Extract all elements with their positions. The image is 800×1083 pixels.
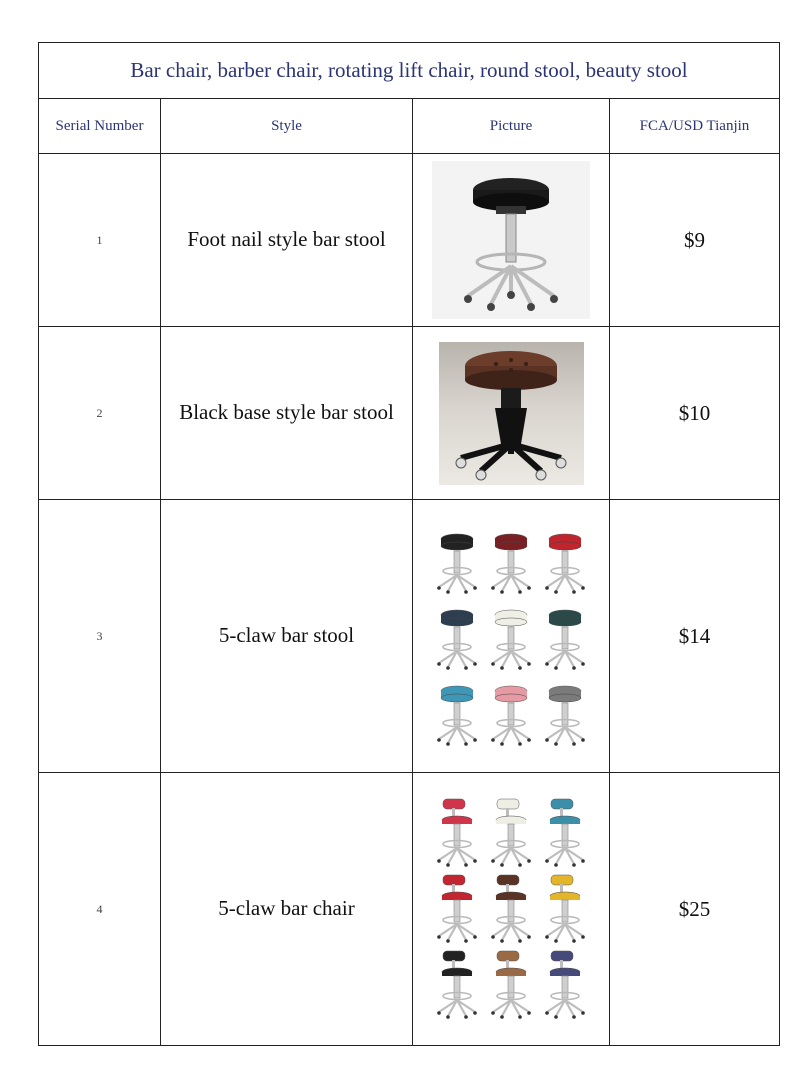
picture-cell	[413, 500, 610, 773]
stool-thumbnail	[541, 525, 589, 595]
table-row	[39, 500, 780, 773]
price-value: $9	[610, 154, 780, 327]
chair-thumbnail	[487, 798, 535, 868]
chair-thumbnail	[541, 950, 589, 1020]
price-value: $14	[610, 500, 780, 773]
stool-thumbnail	[433, 525, 481, 595]
stool-thumbnail	[487, 677, 535, 747]
picture-cell	[413, 327, 610, 500]
stool-color-grid	[433, 525, 589, 747]
header-serial-number: Serial Number	[39, 99, 161, 154]
stool-thumbnail	[487, 525, 535, 595]
chair-thumbnail	[487, 950, 535, 1020]
chair-thumbnail	[541, 798, 589, 868]
serial-number: 3	[39, 500, 161, 773]
table-row	[39, 154, 780, 327]
header-style: Style	[161, 99, 413, 154]
style-name: Black base style bar stool	[161, 327, 413, 500]
price-table	[38, 42, 780, 1046]
chair-thumbnail	[541, 874, 589, 944]
header-picture: Picture	[413, 99, 610, 154]
style-name: 5-claw bar stool	[161, 500, 413, 773]
chair-thumbnail	[433, 950, 481, 1020]
stool-thumbnail	[487, 601, 535, 671]
table-title: Bar chair, barber chair, rotating lift chair, round stool, beauty stool	[39, 43, 780, 99]
picture-cell	[413, 154, 610, 327]
chair-color-grid	[433, 798, 589, 1020]
price-value: $25	[610, 773, 780, 1046]
stool-thumbnail	[541, 601, 589, 671]
bar-stool-photo	[432, 161, 590, 319]
table-row	[39, 327, 780, 500]
table-row	[39, 773, 780, 1046]
header-price: FCA/USD Tianjin	[610, 99, 780, 154]
style-name: Foot nail style bar stool	[161, 154, 413, 327]
chair-thumbnail	[433, 874, 481, 944]
stool-thumbnail	[433, 677, 481, 747]
price-value: $10	[610, 327, 780, 500]
header-row	[39, 99, 780, 154]
serial-number: 2	[39, 327, 161, 500]
serial-number: 1	[39, 154, 161, 327]
chair-thumbnail	[433, 798, 481, 868]
picture-cell	[413, 773, 610, 1046]
stool-thumbnail	[433, 601, 481, 671]
chair-thumbnail	[487, 874, 535, 944]
style-name: 5-claw bar chair	[161, 773, 413, 1046]
serial-number: 4	[39, 773, 161, 1046]
bar-stool-photo	[439, 342, 584, 485]
stool-thumbnail	[541, 677, 589, 747]
